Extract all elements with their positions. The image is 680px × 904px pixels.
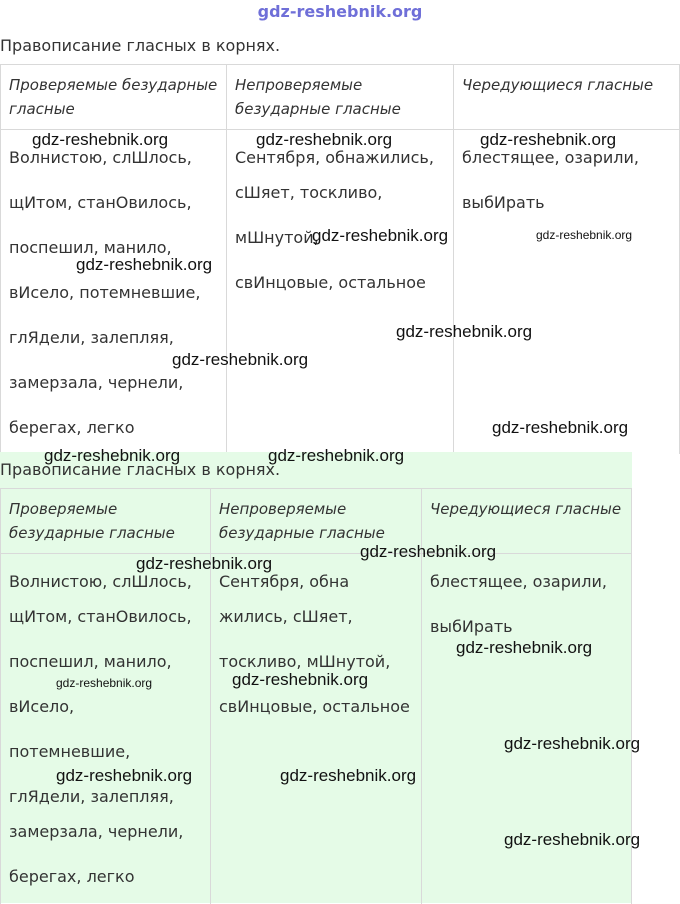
watermark: gdz-reshebnik.org (232, 670, 369, 689)
watermark: gdz-reshebnik.org (456, 638, 593, 657)
table-cell-line: свИнцовые, остальное (235, 273, 426, 292)
table-cell-line: выбИрать (462, 193, 545, 212)
section1-col-unchecked (227, 65, 454, 454)
watermark: gdz-reshebnik.org (536, 228, 633, 242)
watermark: gdz-reshebnik.org (32, 130, 169, 149)
watermark: gdz-reshebnik.org (136, 554, 273, 573)
section2-col2-header: Непроверяемые безударные гласные (219, 500, 385, 542)
table-cell-line: глЯдели, залепляя, (9, 328, 174, 347)
section1-col3-header: Чередующиеся гласные (462, 76, 654, 94)
table-cell-line: потемневшие, (9, 742, 131, 761)
watermark: gdz-reshebnik.org (56, 766, 193, 785)
section2-heading: Правописание гласных в корнях. (0, 460, 281, 479)
table-cell-line: берегах, легко (9, 418, 135, 437)
watermark: gdz-reshebnik.org (172, 350, 309, 369)
table-cell-line: вИсело, потемневшие, (9, 283, 201, 302)
table-cell-line: блестящее, озарили, (462, 148, 639, 167)
watermark: gdz-reshebnik.org (256, 130, 393, 149)
table-cell-line: Сентября, обна (219, 572, 350, 591)
table-cell-line: Волнистою, слШлось, (9, 572, 192, 591)
watermark: gdz-reshebnik.org (268, 446, 405, 465)
section2-col3-header: Чередующиеся гласные (430, 500, 622, 518)
watermark: gdz-reshebnik.org (76, 255, 213, 274)
section1-heading: Правописание гласных в корнях. (0, 36, 281, 55)
table-cell-line: блестящее, озарили, (430, 572, 607, 591)
watermark: gdz-reshebnik.org (480, 130, 617, 149)
site-header-link[interactable]: gdz-reshebnik.org (257, 2, 423, 21)
table-cell-line: выбИрать (430, 617, 513, 636)
table-cell-line: щИтом, станОвилось, (9, 193, 192, 212)
watermark: gdz-reshebnik.org (504, 734, 641, 753)
table-cell-line: свИнцовые, остальное (219, 697, 410, 716)
table-cell-line: поспешил, манило, (9, 238, 172, 257)
watermark: gdz-reshebnik.org (504, 830, 641, 849)
table-cell-line: мШнутой, (235, 228, 319, 247)
table-cell-line: глЯдели, залепляя, (9, 787, 174, 806)
table-cell-line: щИтом, станОвилось, (9, 607, 192, 626)
table-cell-line: тоскливо, мШнутой, (219, 652, 391, 671)
section1-col1-header: Проверяемые безударные гласные (9, 76, 218, 118)
section2-col-checked (1, 489, 211, 904)
table-cell-line: берегах, легко (9, 867, 135, 886)
section1-col-alternating (454, 65, 680, 454)
watermark: gdz-reshebnik.org (492, 418, 629, 437)
table-cell-line: замерзала, чернели, (9, 373, 184, 392)
section2-col1-header: Проверяемые безударные гласные (9, 500, 175, 542)
watermark: gdz-reshebnik.org (360, 542, 497, 561)
table-cell-line: сШяет, тоскливо, (235, 183, 383, 202)
watermark: gdz-reshebnik.org (56, 676, 153, 690)
watermark: gdz-reshebnik.org (312, 226, 449, 245)
watermark: gdz-reshebnik.org (44, 446, 181, 465)
watermark: gdz-reshebnik.org (396, 322, 533, 341)
table-cell-line: замерзала, чернели, (9, 822, 184, 841)
table-cell-line: поспешил, манило, (9, 652, 172, 671)
section1-col2-header: Непроверяемые безударные гласные (235, 76, 401, 118)
table-cell-line: вИсело, (9, 697, 75, 716)
table-cell-line: жились, сШяет, (219, 607, 353, 626)
watermark: gdz-reshebnik.org (280, 766, 417, 785)
table-cell-line: Волнистою, слШлось, (9, 148, 192, 167)
table-cell-line: Сентября, обнажились, (235, 148, 434, 167)
